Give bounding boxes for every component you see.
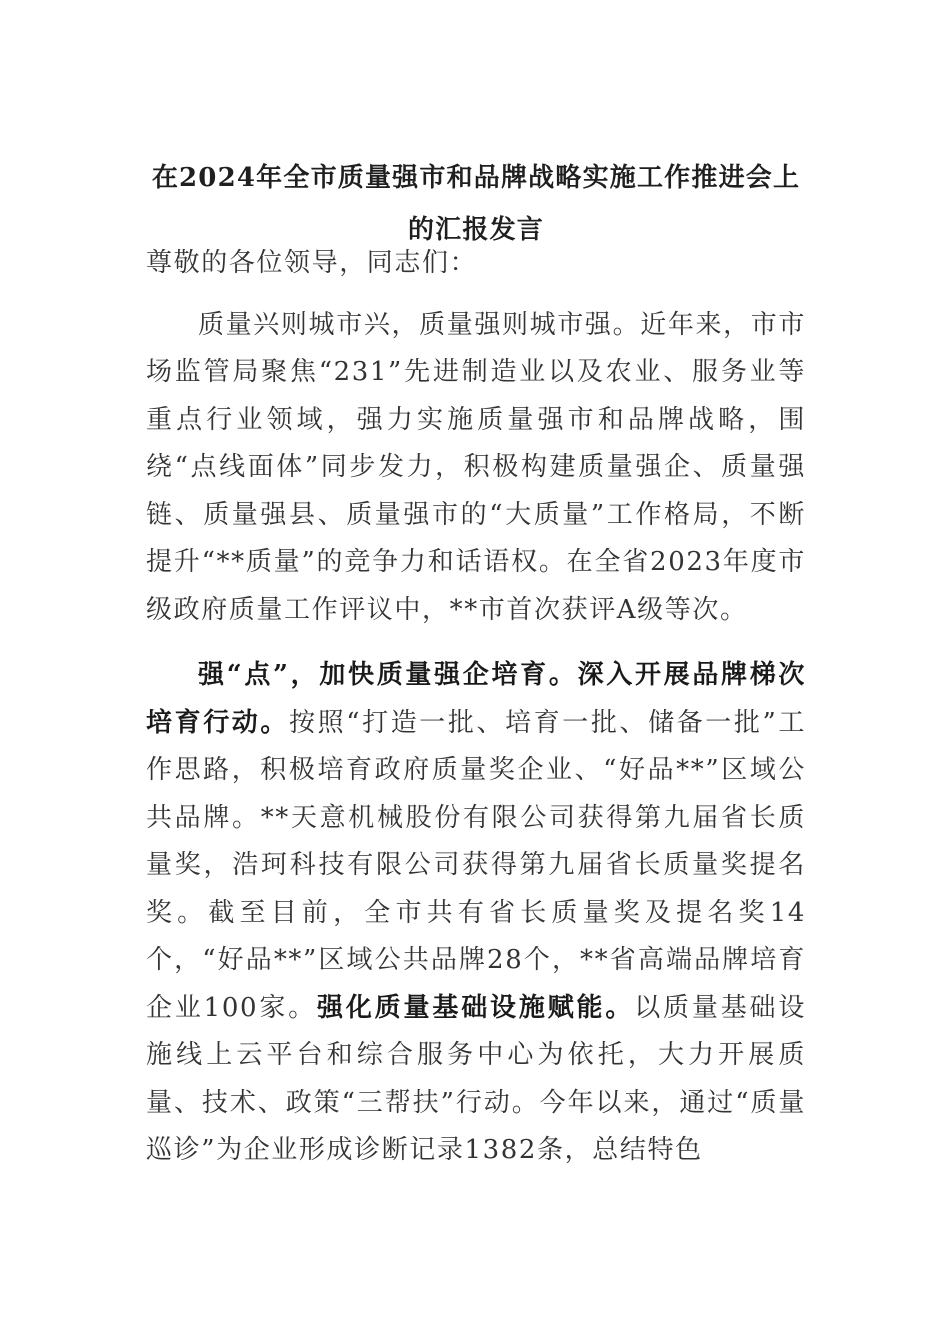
intro-paragraph: 质量兴则城市兴，质量强则城市强。近年来，市市场监管局聚焦“231”先进制造业以及农业、服务业等重点行业领域，强力实施质量强市和品牌战略，围绕“点线面体”同步发力，积极构建质量强企、质量强链、质量强县、质量强市的“大质量”工作格局，不断提升“**质量”的竞争力和话语权。在全省2023年度市级政府质量工作评议中，**市首次获评A级等次。 bbox=[146, 309, 806, 625]
section-paragraph bbox=[146, 652, 806, 1175]
section-text: 按照“打造一批、培育一批、储备一批”工作思路，积极培育政府质量奖企业、“好品**”区域公共品牌。**天意机械股份有限公司获得第九届省长质量奖，浩珂科技有限公司获得第九届省长质量奖提名奖。截至目前，全市共有省长质量奖及提名奖14个，“好品**”区域公共品牌28个，**省高端品牌培育企业100家。 bbox=[146, 707, 806, 1023]
section-heading: 强“点”，加快质量强企培育。 bbox=[198, 660, 578, 690]
document-body bbox=[146, 240, 806, 1175]
greeting-line: 尊敬的各位领导，同志们： bbox=[146, 248, 478, 278]
document-title: 在2024年全市质量强市和品牌战略实施工作推进会上的汇报发言 bbox=[151, 163, 801, 245]
section-text: 以质量基础设施线上云平台和综合服务中心为依托，大力开展质量、技术、政策“三帮扶”行动。今年以来，通过“质量巡诊”为企业形成诊断记录1382条，总结特色 bbox=[146, 992, 806, 1165]
section-subheading: 强化质量基础设施赋能。 bbox=[317, 992, 635, 1023]
section-subheading: 深入开展品牌梯次培育行动。 bbox=[146, 660, 806, 738]
